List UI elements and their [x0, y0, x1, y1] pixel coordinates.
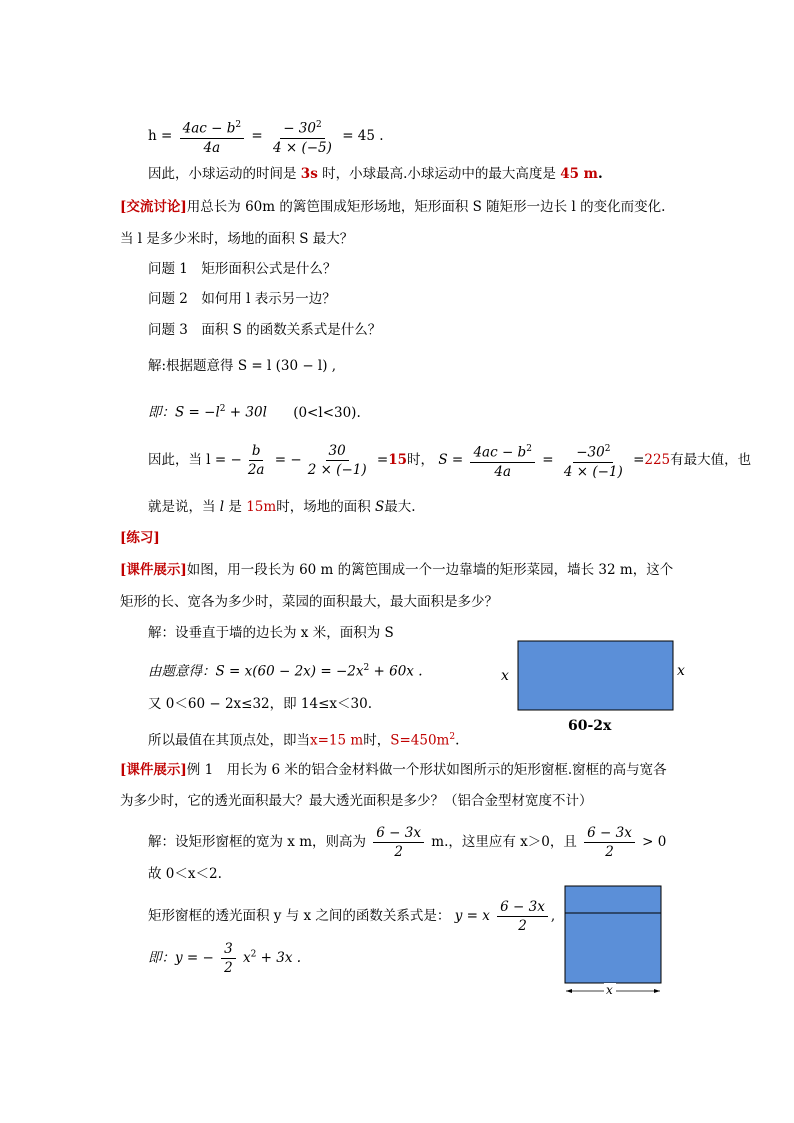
formula-result: = 45 .: [342, 127, 384, 144]
numerator: 4ac − b: [473, 444, 527, 461]
numerator: 6 − 3x: [497, 898, 548, 917]
question-2: [148, 289, 336, 309]
text: 最大.: [384, 499, 416, 515]
section-tag: [课件展示]: [120, 762, 187, 778]
practice-line-4: [148, 658, 423, 682]
equation: x: [243, 950, 251, 966]
example-line-1: [120, 760, 667, 780]
window-frame-figure: [560, 884, 670, 999]
solution-line-2: [148, 399, 361, 423]
right-side-label: x: [677, 663, 685, 679]
left-arrow: [566, 989, 572, 993]
text: m.，这里应有 x＞0，且: [431, 834, 577, 850]
text: 为多少时，它的透光面积最大？最大透光面积是多少？（铝合金型材宽度不计）: [120, 793, 593, 809]
numerator: 30: [326, 442, 349, 461]
numerator: 6 − 3x: [584, 824, 635, 843]
equation: S =: [438, 451, 464, 468]
example-line-5: [148, 898, 555, 935]
denominator: 2: [224, 960, 233, 976]
denominator: 4a: [203, 139, 221, 156]
conclusion-line: [148, 164, 603, 184]
window-bottom-pane: [565, 913, 661, 983]
example-line-2: [120, 791, 593, 811]
garden-rectangle: [518, 641, 673, 710]
highlight-value: 15m: [246, 499, 277, 515]
fraction: [305, 442, 370, 479]
fraction: [221, 940, 236, 977]
exponent: 2: [363, 663, 370, 673]
section-tag: [交流讨论]: [120, 199, 187, 215]
exponent: 2: [250, 949, 257, 960]
example-line-6: [148, 940, 301, 977]
text: 解:根据题意得 S = l (30 − l) ,: [148, 358, 337, 374]
exponent: 2: [235, 120, 242, 130]
highlight-value: 15: [388, 451, 408, 468]
text: 故 0＜x＜2.: [148, 866, 222, 882]
text: 当 l 是多少米时，场地的面积 S 最大？: [120, 231, 354, 247]
numerator: −30: [576, 444, 605, 461]
denominator: 4a: [494, 463, 512, 480]
text: 时，小球最高.小球运动中的最大高度是: [322, 166, 556, 182]
equals-sign: =: [274, 451, 287, 468]
equals-sign: =: [633, 451, 645, 468]
example-line-4: [148, 864, 222, 884]
equation: 即：S = −l: [148, 404, 220, 421]
text: 矩形窗框的透光面积 y 与 x 之间的函数关系式是：: [148, 908, 451, 924]
section-tag: [练习]: [120, 530, 160, 546]
text: 解：设垂直于墙的边长为 x 米，面积为 S: [148, 625, 394, 641]
text: 时，: [407, 451, 435, 468]
formula-prefix: h =: [148, 127, 173, 144]
text: 所以最值在其顶点处，即当: [148, 732, 310, 749]
numerator: 6 − 3x: [373, 824, 424, 843]
equation: + 30l: [225, 404, 267, 421]
left-side-label: x: [501, 668, 509, 684]
practice-line-3: [148, 623, 394, 643]
fraction: [373, 824, 424, 861]
denominator: 4 × (−1): [563, 463, 623, 480]
domain-range: (0<l<30).: [293, 404, 361, 421]
solution-line-1: [148, 356, 336, 376]
fraction: [470, 440, 534, 481]
practice-heading: [120, 528, 160, 548]
numerator: 3: [221, 940, 236, 959]
equals-sign: =: [251, 127, 263, 144]
discussion-line-2: [120, 229, 353, 249]
text: 用总长为 60m 的篱笆围成矩形场地，矩形面积 S 随矩形一边长 l 的变化而变化.: [186, 199, 666, 215]
exponent: 2: [219, 404, 226, 414]
period: .: [455, 732, 460, 749]
denominator: 2a: [247, 461, 265, 478]
text: 因此，小球运动的时间是: [148, 166, 297, 182]
denominator: 2: [605, 844, 614, 860]
fraction: [561, 440, 626, 481]
period: .: [597, 166, 603, 182]
text: 例 1 用长为 6 米的铝合金材料做一个形状如图所示的矩形窗框.窗框的高与宽各: [186, 762, 667, 778]
practice-line-2: [120, 592, 498, 612]
highlight-value: 225: [644, 451, 671, 468]
example-line-3: [148, 824, 666, 861]
numerator: − 30: [283, 120, 316, 137]
numerator: b: [249, 442, 264, 461]
text: ,: [550, 908, 556, 924]
discussion-line-1: [120, 197, 665, 217]
highlight-value: S=450m: [390, 732, 450, 749]
text: 时，: [363, 732, 391, 749]
height-formula: [148, 116, 384, 157]
denominator: 2 × (−1): [307, 461, 367, 478]
variable: S: [375, 499, 385, 515]
text: 矩形的长、宽各为多少时，菜园的面积最大，最大面积是多少？: [120, 594, 498, 610]
fraction: [497, 898, 548, 935]
width-label: x: [606, 983, 613, 997]
section-tag: [课件展示]: [120, 562, 187, 578]
solution-line-4: [148, 497, 416, 517]
numerator: 4ac − b: [182, 120, 236, 137]
text: 有最大值，也: [670, 451, 752, 468]
text: 又 0＜60 − 2x≤32，即 14≤x＜30.: [148, 696, 373, 712]
text: > 0: [642, 834, 667, 850]
solution-line-3: 因此，当 l = − $\frac{b}{2a}$ = − $\frac{30}{2 \times (-1)}$ =15时， S = $\frac{4ac - b^2}{4a}$ = $\frac{-30^2}{4 \times (-1)}$ =225有最大值，也: [148, 440, 751, 481]
practice-line-6: [148, 727, 459, 751]
text: 问题 3 面积 S 的函数关系式是什么？: [148, 322, 382, 338]
denominator: 2: [394, 844, 403, 860]
variable: l: [219, 499, 225, 515]
text: 问题 1 矩形面积公式是什么？: [148, 261, 337, 277]
practice-line-1: [120, 560, 673, 580]
fraction: [584, 824, 635, 861]
fraction: [270, 116, 335, 157]
equals-sign: =: [542, 451, 554, 468]
fraction: [180, 116, 244, 157]
text: 因此，当 l =: [148, 451, 227, 468]
exponent: 2: [526, 444, 532, 454]
equation: + 3x .: [256, 950, 302, 966]
denominator: 2: [518, 918, 527, 934]
highlight-height: 45 m: [560, 166, 598, 182]
equation: 由题意得：S = x(60 − 2x) = −2x: [148, 663, 364, 680]
denominator: 4 × (−5): [272, 139, 332, 156]
text: 解：设矩形窗框的宽为 x m，则高为: [148, 834, 366, 850]
text: 问题 2 如何用 l 表示另一边？: [148, 291, 336, 307]
question-3: [148, 320, 381, 340]
right-arrow: [654, 989, 660, 993]
exponent: 2: [604, 444, 611, 454]
equation: y = x: [454, 908, 490, 924]
exponent: 2: [449, 732, 456, 742]
exponent: 2: [315, 120, 322, 130]
highlight-time: 3s: [300, 166, 318, 182]
highlight-value: x=15 m: [310, 732, 364, 749]
practice-line-5: [148, 694, 372, 714]
window-top-pane: [565, 886, 661, 913]
text: 如图，用一段长为 60 m 的篱笆围成一个一边靠墙的矩形菜园，墙长 32 m，这个: [186, 562, 674, 578]
equals-sign: =: [376, 451, 389, 468]
equation: 即：y = −: [148, 950, 214, 966]
text: 就是说，当: [148, 499, 216, 515]
fraction: [245, 442, 268, 479]
text: 是: [228, 499, 242, 515]
equation: + 60x .: [369, 663, 423, 680]
question-1: [148, 259, 336, 279]
garden-figure: [495, 637, 695, 747]
bottom-side-label: 60-2x: [568, 718, 612, 734]
text: 时，场地的面积: [276, 499, 371, 515]
